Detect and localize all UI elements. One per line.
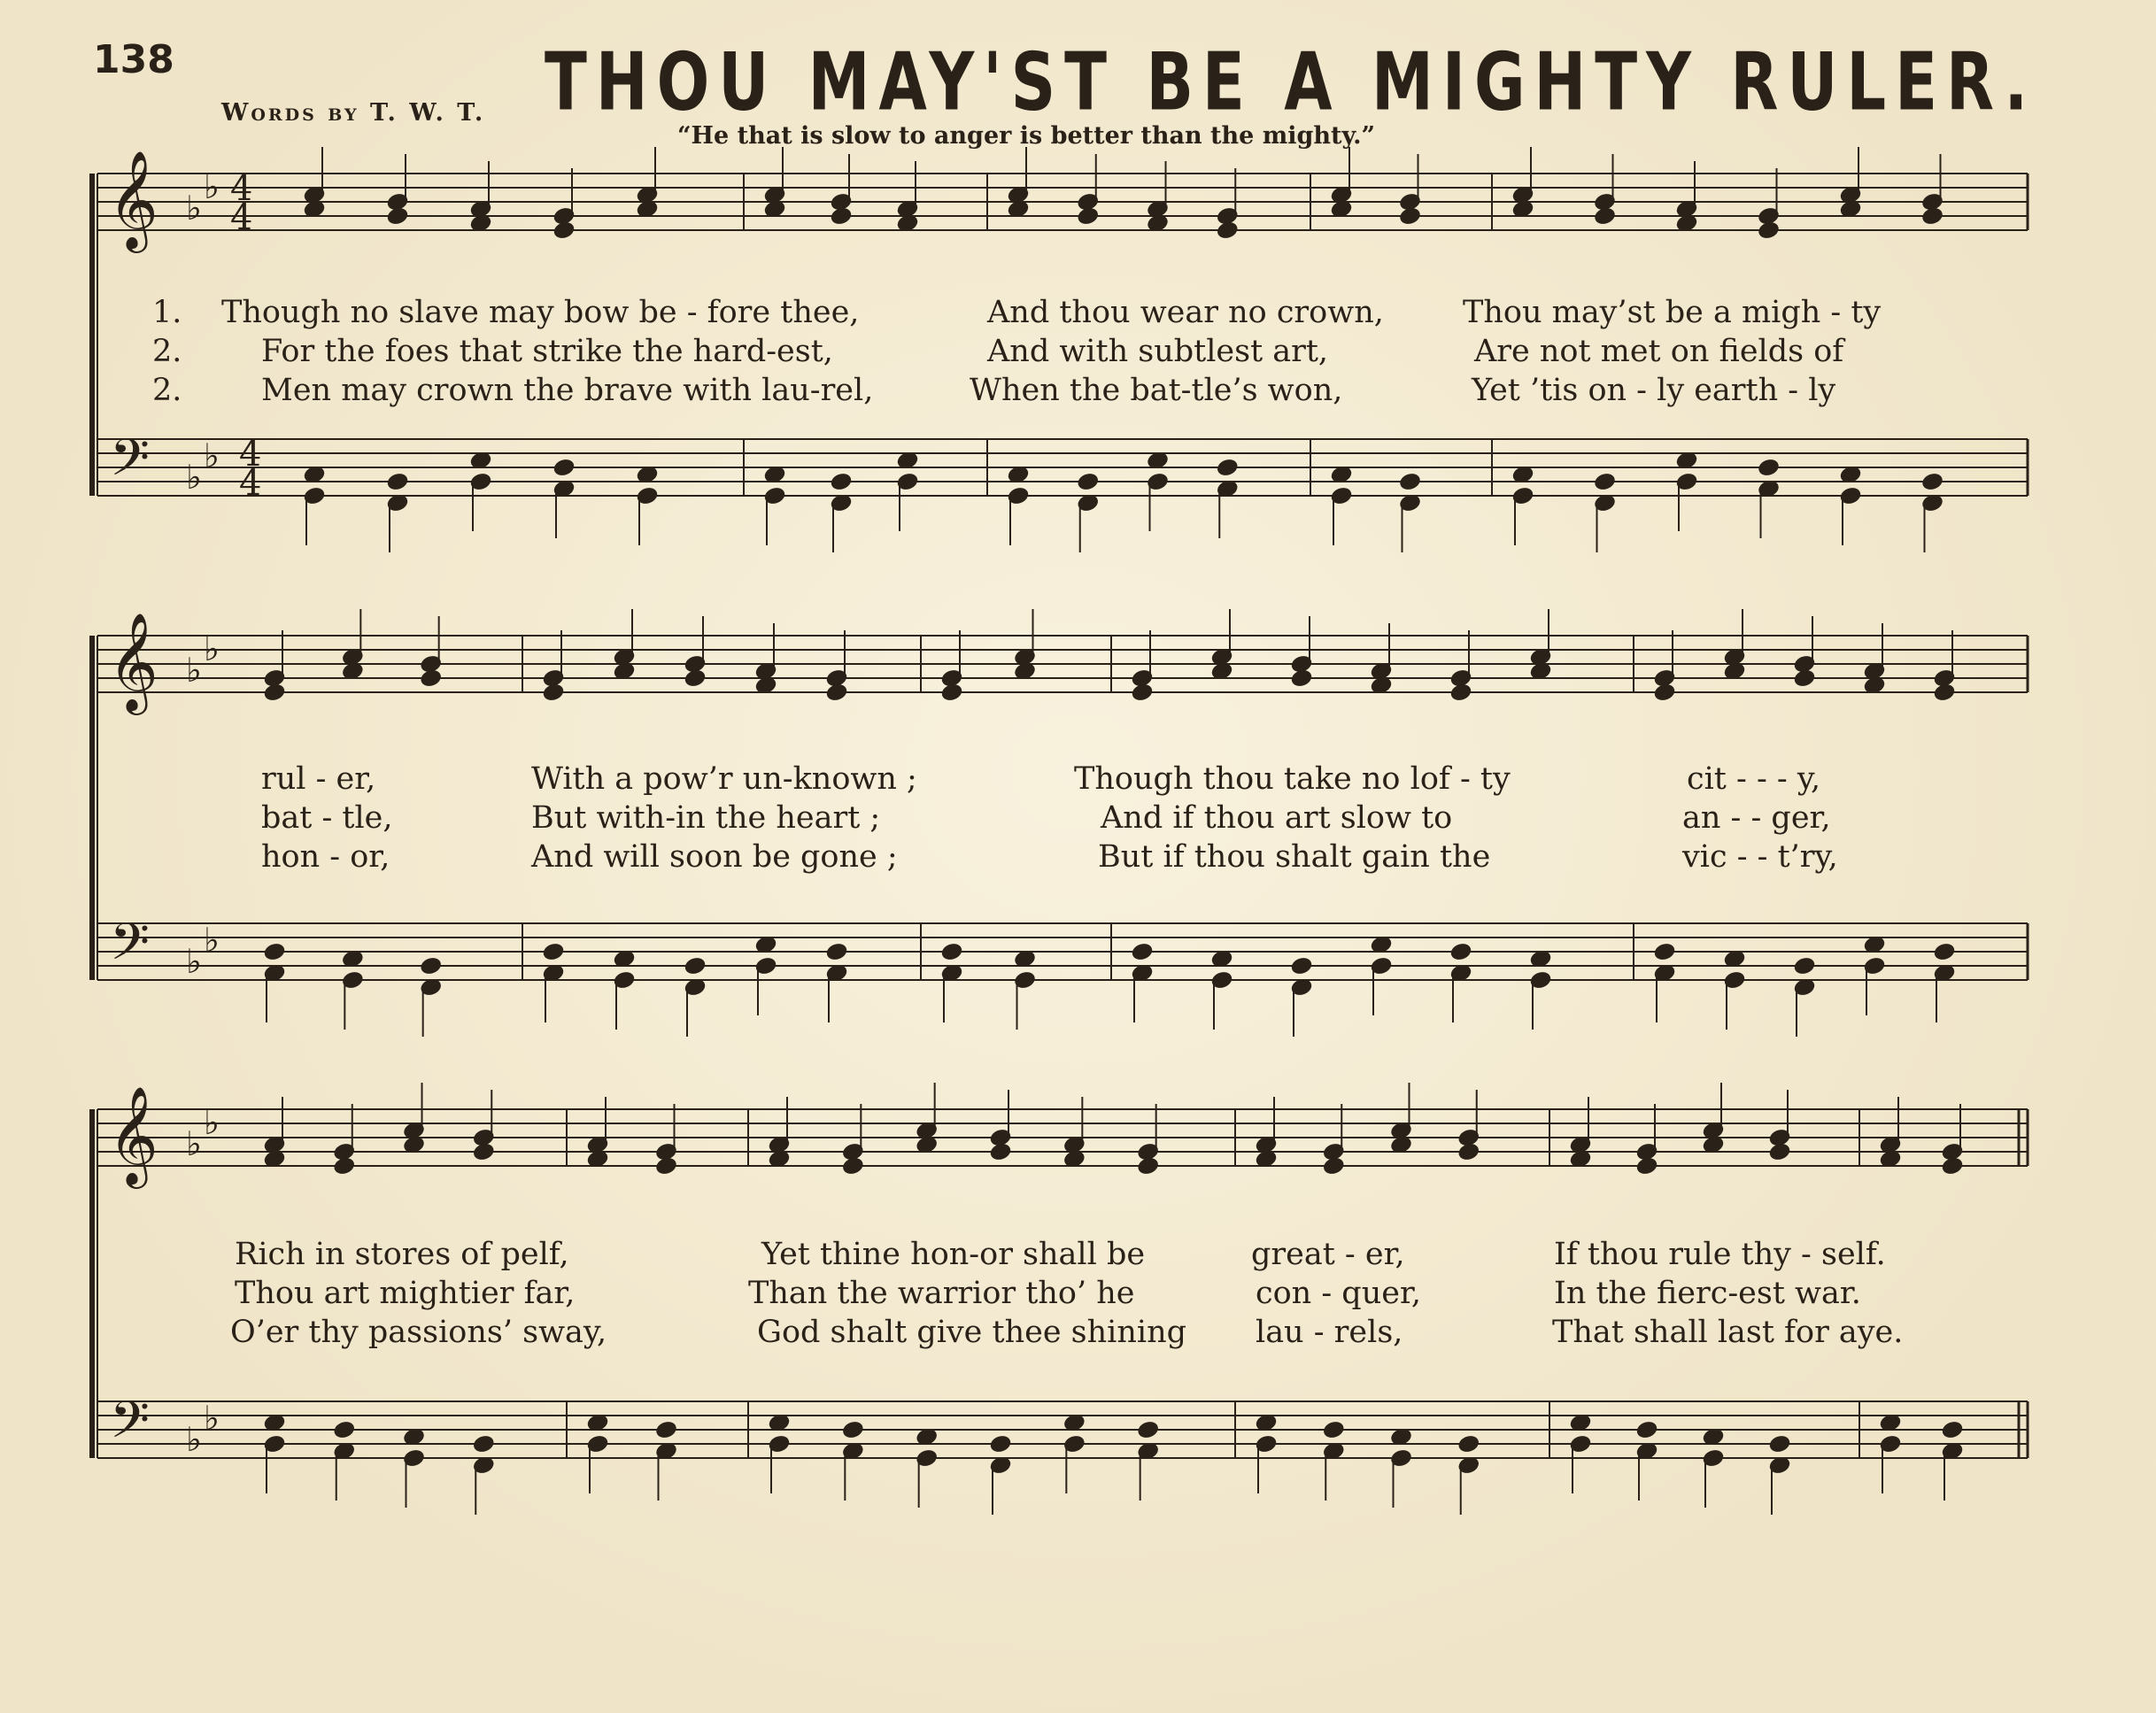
lyric-phrase: an - - ger, [1682,800,1831,836]
note-head [656,1421,677,1439]
note-head [1758,459,1780,476]
note-head [404,1428,425,1446]
note-head [1724,950,1745,968]
note-head [304,200,325,218]
note-head [1676,451,1697,469]
note-head [1703,1428,1724,1446]
note-head [470,451,491,469]
hymn-title: THOU MAY'ST BE A MIGHTY RULER. [545,37,2037,129]
note-head [755,936,777,953]
lyric-phrase: O’er thy passions’ sway, [230,1315,607,1350]
bass-clef-icon: 𝄢 [110,1390,151,1462]
note-head [1217,459,1238,476]
time-signature-bottom: 4 [230,197,253,238]
note-head [990,1435,1011,1453]
note-head [1794,669,1815,687]
note-head [764,200,785,218]
note-head [404,1136,425,1154]
treble-clef-icon: 𝄞 [108,1085,158,1184]
note-head [897,451,918,469]
note-head [1769,1435,1790,1453]
lyric-phrase: Men may crown the brave with lau-rel, [261,373,874,408]
note-head [1078,473,1099,490]
note-head [1880,1414,1901,1431]
note-head [543,683,564,701]
bass-clef-icon: 𝄢 [110,428,151,500]
note-head [1008,466,1029,483]
note-head [1458,1435,1480,1453]
epigraph-quote: “He that is slow to anger is better than the mighty.” [677,122,1376,150]
lyric-phrase: If thou rule thy - self. [1554,1237,1886,1272]
note-head [1934,683,1955,701]
lyric-phrase: great - er, [1251,1237,1405,1272]
note-head [1400,473,1421,490]
note-head [769,1150,790,1168]
note-head [1450,943,1472,961]
note-head [1654,683,1675,701]
lyric-phrase: rul - er, [261,761,376,797]
key-flat-icon: ♭ [186,1420,202,1459]
verse-number-3: 2. [152,373,182,408]
note-head [764,466,785,483]
note-head [1570,1150,1591,1168]
note-head [387,473,408,490]
lyric-phrase: And will soon be gone ; [531,839,898,875]
lyric-phrase: Thou may’st be a migh - ty [1463,295,1882,330]
note-head [1064,1150,1086,1168]
note-head [1331,200,1352,218]
key-flat-icon: ♭ [186,189,202,228]
note-head [1794,957,1815,975]
lyric-phrase: And thou wear no crown, [987,295,1384,330]
note-head [1211,662,1233,680]
note-head [1078,207,1099,225]
note-head [1391,1136,1412,1154]
note-head [916,1136,938,1154]
key-flat-icon: ♭ [204,1103,220,1142]
lyric-phrase: Thou art mightier far, [235,1276,576,1311]
note-head [1758,221,1780,239]
lyric-phrase: But with-in the heart ; [531,800,881,836]
note-head [473,1435,494,1453]
note-head [769,1414,790,1431]
note-head [1530,950,1551,968]
lyric-phrase: con - quer, [1256,1276,1421,1311]
note-head [334,1421,355,1439]
lyric-phrase: And if thou art slow to [1101,800,1453,836]
key-flat-icon: ♭ [186,651,202,690]
lyric-phrase: With a pow’r un-known ; [531,761,917,797]
note-head [1570,1414,1591,1431]
note-head [1015,662,1036,680]
note-head [473,1143,494,1161]
note-head [1840,466,1861,483]
key-flat-icon: ♭ [204,629,220,668]
key-flat-icon: ♭ [204,921,220,960]
note-head [1132,683,1153,701]
note-head [684,957,706,975]
note-head [637,200,658,218]
time-signature-bottom: 4 [239,463,262,504]
note-head [343,662,364,680]
note-head [1211,950,1233,968]
note-head [826,683,847,701]
note-head [1636,1421,1658,1439]
note-head [1323,1421,1344,1439]
note-head [1450,683,1472,701]
note-head [1864,676,1885,694]
note-head [1840,200,1861,218]
note-head [656,1157,677,1175]
note-head [1138,1157,1159,1175]
lyric-phrase: Are not met on fields of [1474,334,1844,369]
note-head [343,950,364,968]
note-head [587,1414,608,1431]
lyric-phrase: And with subtlest art, [987,334,1329,369]
note-head [264,1414,285,1431]
lyric-phrase: hon - or, [261,839,390,875]
note-head [1291,669,1312,687]
verse-number-2: 2. [152,334,182,369]
key-flat-icon: ♭ [186,1124,202,1163]
key-flat-icon: ♭ [186,942,202,981]
note-head [1371,676,1392,694]
lyric-phrase: But if thou shalt gain the [1098,839,1491,875]
note-head [1676,214,1697,232]
note-head [587,1150,608,1168]
note-head [553,459,575,476]
lyric-phrase: When the bat-tle’s won, [970,373,1343,408]
note-head [1769,1143,1790,1161]
note-head [1400,207,1421,225]
note-head [543,943,564,961]
page-number: 138 [93,37,174,82]
note-head [421,669,442,687]
lyric-phrase: In the fierc-est war. [1554,1276,1861,1311]
note-head [334,1157,355,1175]
note-head [1942,1421,1963,1439]
note-head [843,1157,864,1175]
lyric-phrase: God shalt give thee shining [757,1315,1187,1350]
note-head [264,683,285,701]
note-head [755,676,777,694]
note-head [1942,1157,1963,1175]
lyric-phrase: Rich in stores of pelf, [235,1237,569,1272]
note-head [387,207,408,225]
note-head [1595,207,1616,225]
note-head [916,1428,938,1446]
treble-clef-icon: 𝄞 [108,612,158,711]
note-head [843,1421,864,1439]
note-head [1880,1150,1901,1168]
note-head [1064,1414,1086,1431]
lyric-phrase: cit - - - y, [1687,761,1821,797]
note-head [831,207,852,225]
note-head [684,669,706,687]
note-head [1217,221,1238,239]
note-head [614,662,635,680]
key-flat-icon: ♭ [204,167,220,206]
bass-clef-icon: 𝄢 [110,912,151,984]
note-head [1015,950,1036,968]
note-head [470,214,491,232]
lyric-phrase: Than the warrior tho’ he [748,1276,1135,1311]
note-head [1458,1143,1480,1161]
lyric-phrase: bat - tle, [261,800,393,836]
lyric-phrase: vic - - t’ry, [1682,839,1838,875]
lyric-phrase: lau - rels, [1256,1315,1403,1350]
note-head [264,943,285,961]
note-head [1371,936,1392,953]
note-head [1512,466,1534,483]
note-head [1008,200,1029,218]
note-head [1331,466,1352,483]
note-head [1654,943,1675,961]
note-head [637,466,658,483]
note-head [831,473,852,490]
note-head [897,214,918,232]
note-head [1256,1414,1277,1431]
note-head [826,943,847,961]
note-head [1934,943,1955,961]
note-head [1291,957,1312,975]
note-head [1864,936,1885,953]
note-head [614,950,635,968]
key-flat-icon: ♭ [186,458,202,497]
note-head [1530,662,1551,680]
lyric-phrase: Though thou take no lof - ty [1074,761,1511,797]
note-head [1148,214,1169,232]
note-head [1636,1157,1658,1175]
note-head [1148,451,1169,469]
note-head [1323,1157,1344,1175]
note-head [1595,473,1616,490]
lyric-phrase: Yet ’tis on - ly earth - ly [1472,373,1836,408]
note-head [553,221,575,239]
time-signature-top: 4 [230,168,253,209]
note-head [1922,207,1943,225]
note-head [1138,1421,1159,1439]
note-head [1922,473,1943,490]
note-head [1256,1150,1277,1168]
note-head [990,1143,1011,1161]
lyric-phrase: For the foes that strike the hard-est, [261,334,833,369]
note-head [1724,662,1745,680]
lyric-phrase: Yet thine hon-or shall be [761,1237,1146,1272]
key-flat-icon: ♭ [204,436,220,475]
note-head [1132,943,1153,961]
lyric-phrase: That shall last for aye. [1552,1315,1904,1350]
note-head [1391,1428,1412,1446]
note-head [941,943,962,961]
verse-number-1: 1. [152,295,182,330]
note-head [1703,1136,1724,1154]
note-head [941,683,962,701]
note-head [304,466,325,483]
note-head [1512,200,1534,218]
words-credit: Words by T. W. T. [221,99,486,127]
note-head [264,1150,285,1168]
key-flat-icon: ♭ [204,1399,220,1438]
treble-clef-icon: 𝄞 [108,150,158,249]
time-signature-top: 4 [239,434,262,475]
lyric-phrase: Though no slave may bow be - fore thee, [221,295,860,330]
note-head [421,957,442,975]
